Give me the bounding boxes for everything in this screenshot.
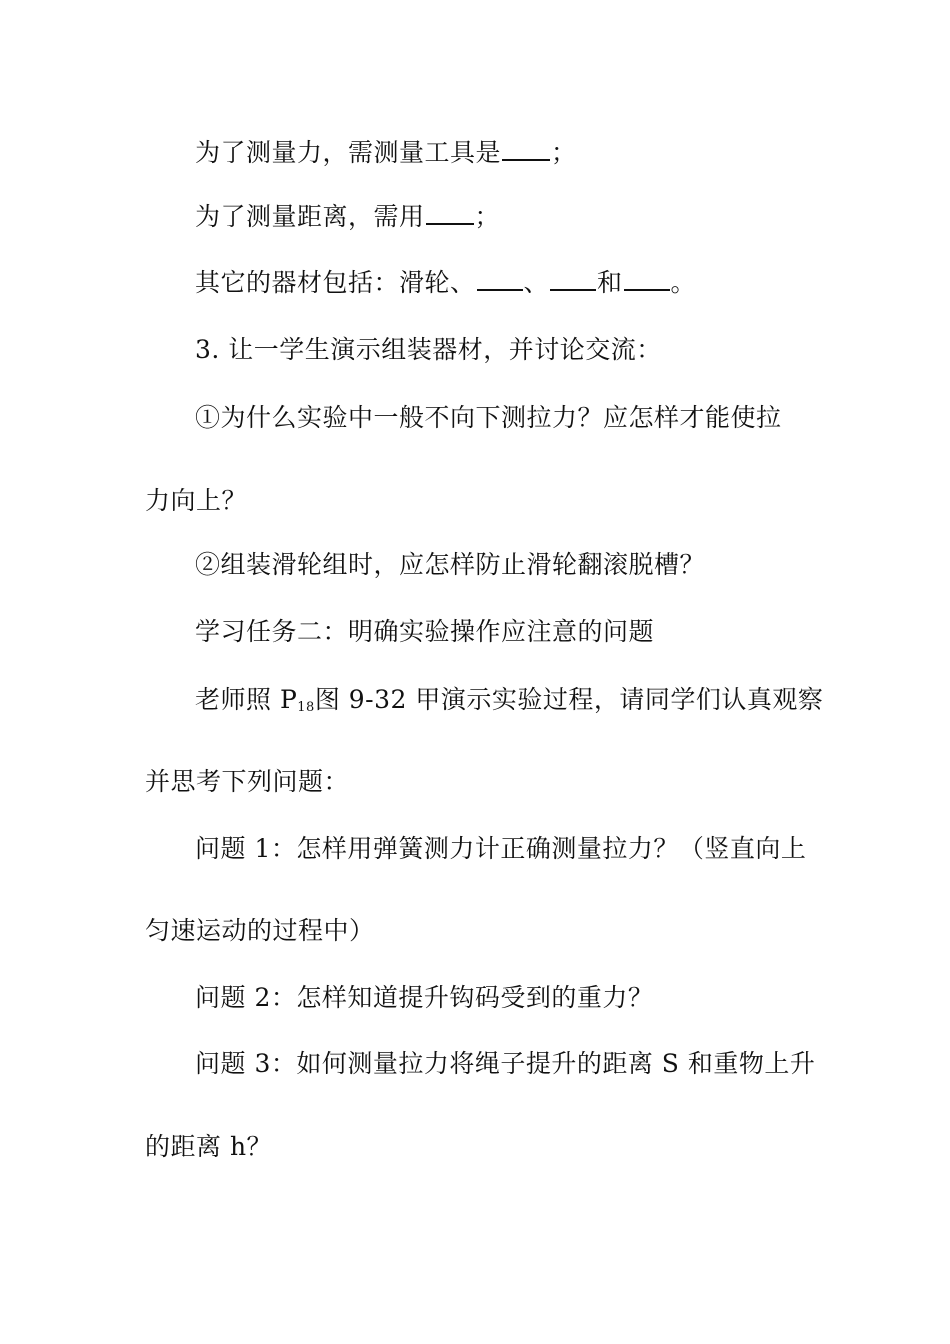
paragraph-problem-2: 问题 2：怎样知道提升钩码受到的重力？ bbox=[195, 983, 654, 1012]
fill-blank bbox=[426, 201, 474, 225]
paragraph-other-equipment bbox=[195, 267, 696, 299]
paragraph-distance-tool bbox=[195, 201, 500, 233]
text: 。 bbox=[670, 268, 697, 297]
paragraph-demo-line-2: 并思考下列问题： bbox=[145, 767, 350, 796]
text: 其它的器材包括：滑轮、 bbox=[195, 268, 476, 297]
paragraph-question-1-line-1: ①为什么实验中一般不向下测拉力？应怎样才能使拉 bbox=[195, 403, 782, 432]
text: 为了测量力，需测量工具是 bbox=[195, 138, 502, 167]
fill-blank bbox=[502, 137, 550, 161]
text: 为了测量距离，需用 bbox=[195, 202, 425, 231]
paragraph-problem-3-line-1: 问题 3：如何测量拉力将绳子提升的距离 S 和重物上升 bbox=[195, 1049, 816, 1078]
paragraph-step-3: 3. 让一学生演示组装器材，并讨论交流： bbox=[195, 335, 662, 364]
paragraph-problem-1-line-1: 问题 1：怎样用弹簧测力计正确测量拉力？（竖直向上 bbox=[195, 834, 807, 863]
text: 、 bbox=[523, 268, 550, 297]
paragraph-force-tool bbox=[195, 137, 577, 169]
text: ； bbox=[551, 138, 577, 167]
fill-blank bbox=[477, 267, 523, 291]
text: 图 9-32 甲演示实验过程，请同学们认真观察 bbox=[314, 685, 824, 714]
section-heading-task-2: 学习任务二：明确实验操作应注意的问题 bbox=[195, 617, 655, 646]
text: 老师照 P bbox=[195, 685, 298, 714]
text: ； bbox=[474, 202, 501, 231]
paragraph-demo-line-1 bbox=[195, 684, 823, 724]
fill-blank bbox=[624, 267, 670, 291]
paragraph-problem-1-line-2: 匀速运动的过程中） bbox=[145, 916, 375, 945]
paragraph-problem-3-line-2: 的距离 h？ bbox=[145, 1132, 273, 1161]
fill-blank bbox=[550, 267, 596, 291]
paragraph-question-1-line-2: 力向上？ bbox=[145, 486, 248, 515]
paragraph-question-2: ②组装滑轮组时，应怎样防止滑轮翻滚脱槽？ bbox=[195, 550, 706, 579]
text: 和 bbox=[597, 268, 623, 297]
page-subscript: 18 bbox=[297, 700, 315, 715]
